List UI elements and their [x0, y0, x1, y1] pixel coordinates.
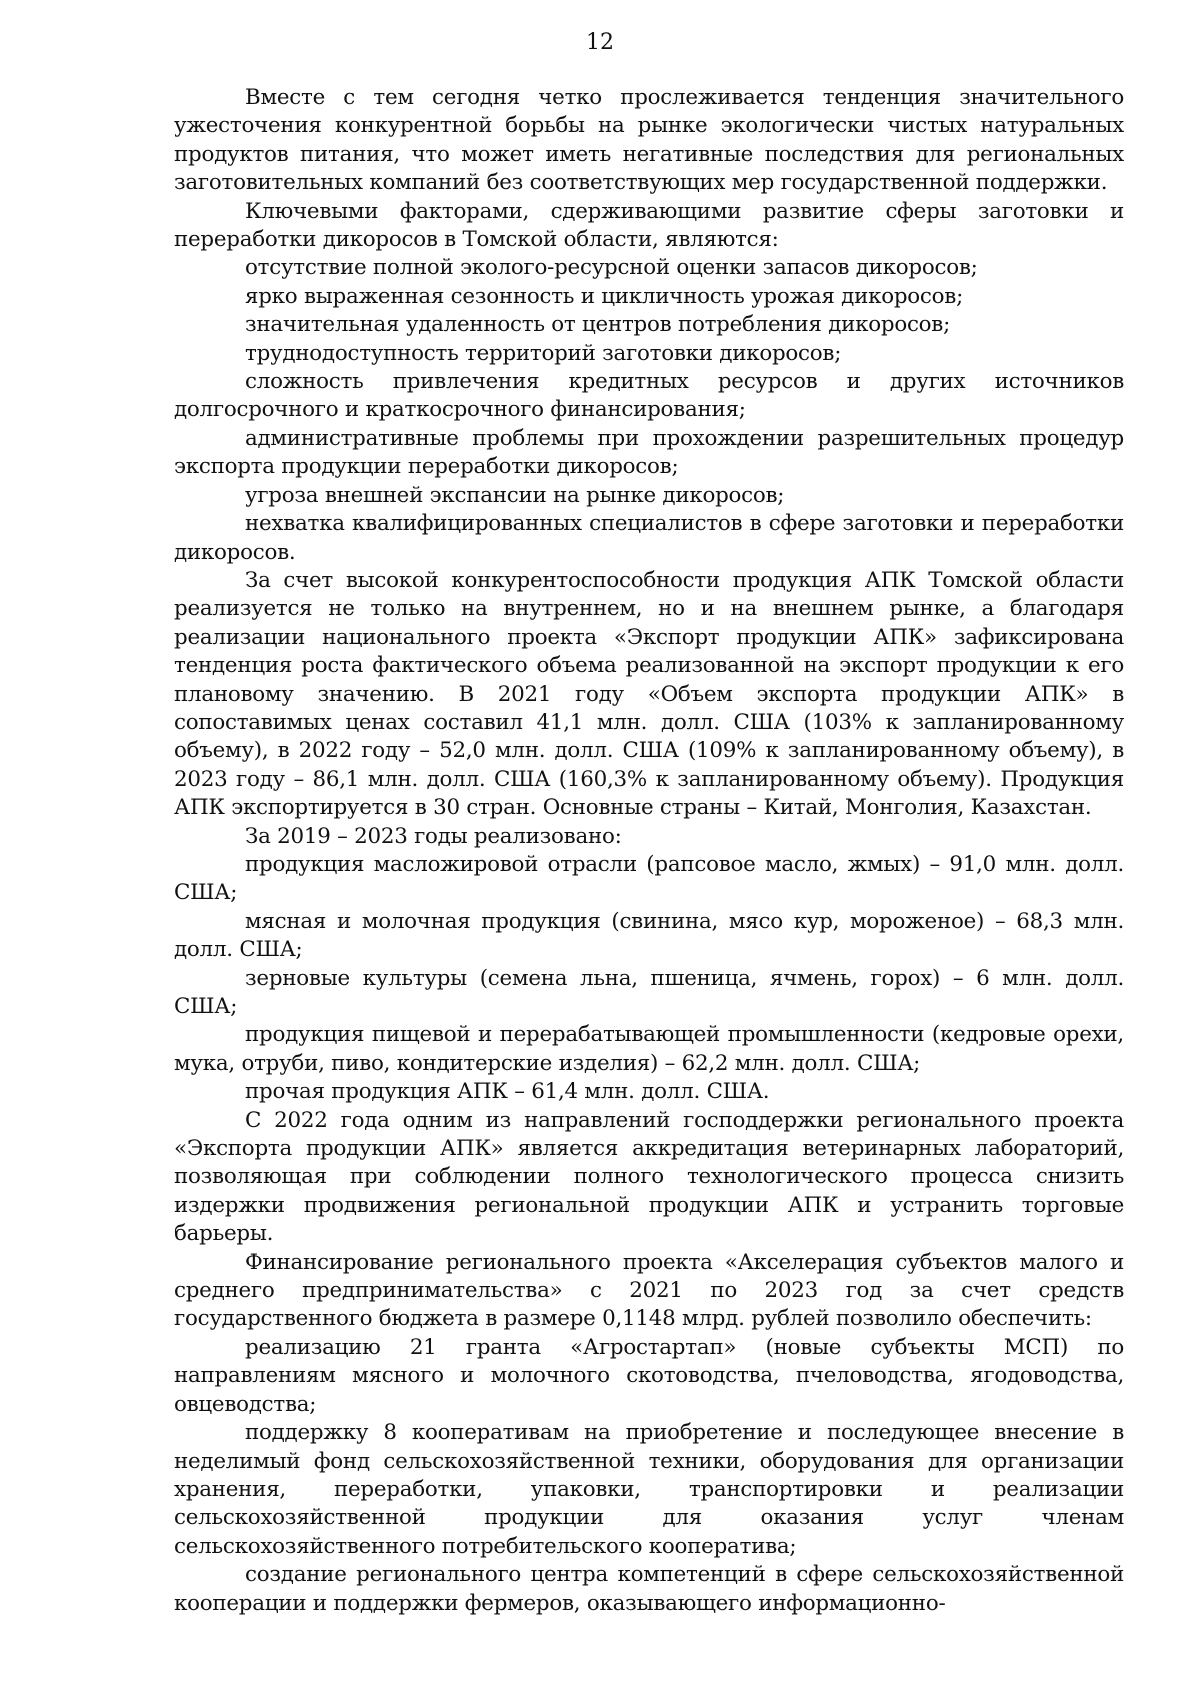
paragraph: С 2022 года одним из направлений господдержки регионального проекта «Экспорта продукции АПК» является аккредитация ветеринарных лабораторий, позволяющая при соблюдении полного технологического процесса снизить издержки продвижения региональной продукции АПК и устранить торговые барьеры.: [174, 1107, 1124, 1247]
list-item: угроза внешней экспансии на рынке дикоросов;: [245, 482, 785, 508]
list-item: административные проблемы при прохождении разрешительных процедур экспорта продукции переработки дикоросов;: [174, 425, 1124, 480]
page-number: 12: [586, 30, 614, 55]
paragraph: Финансирование регионального проекта «Акселерация субъектов малого и среднего предпринимательства» с 2021 по 2023 год за счет средств государственного бюджета в размере 0,1148 млрд. рублей позволило обеспечить:: [174, 1249, 1124, 1332]
list-item: ярко выраженная сезонность и цикличность урожая дикоросов;: [245, 283, 964, 309]
paragraph: Ключевыми факторами, сдерживающими развитие сферы заготовки и переработки дикоросов в Томской области, являются:: [174, 198, 1124, 253]
list-item: продукция масложировой отрасли (рапсовое масло, жмых) – 91,0 млн. долл. США;: [174, 851, 1124, 906]
list-item: создание регионального центра компетенций в сфере сельскохозяйственной кооперации и поддержки фермеров, оказывающего информационно-: [174, 1562, 1124, 1616]
list-item: продукция пищевой и перерабатывающей промышленности (кедровые орехи, мука, отруби, пиво, кондитерские изделия) – 62,2 млн. долл. США;: [174, 1022, 1124, 1076]
list-item: нехватка квалифицированных специалистов в сфере заготовки и переработки дикоросов.: [174, 511, 1124, 565]
paragraph: За 2019 – 2023 годы реализовано:: [245, 823, 622, 849]
list-item: сложность привлечения кредитных ресурсов и других источников долгосрочного и краткосрочного финансирования;: [174, 369, 1124, 423]
list-item: поддержку 8 кооперативам на приобретение и последующее внесение в неделимый фонд сельскохозяйственной техники, оборудования для организации хранения, переработки, упаковки, транспортировки и реализации сельскохозяйственной продукции для оказания услуг членам сельскохозяйственного потребительского кооператива;: [174, 1420, 1124, 1559]
paragraph: Вместе с тем сегодня четко прослеживается тенденция значительного ужесточения конкурентной борьбы на рынке экологически чистых натуральных продуктов питания, что может иметь негативные последствия для региональных заготовительных компаний без соответствующих мер государственной поддержки.: [174, 85, 1124, 196]
list-item: реализацию 21 гранта «Агростартап» (новые субъекты МСП) по направлениям мясного и молочного скотоводства, пчеловодства, ягодоводства, овцеводства;: [174, 1334, 1124, 1417]
list-item: отсутствие полной эколого-ресурсной оценки запасов дикоросов;: [245, 255, 978, 281]
paragraph: За счет высокой конкурентоспособности продукция АПК Томской области реализуется не только на внутреннем, но и на внешнем рынке, а благодаря реализации национального проекта «Экспорт продукции АПК» зафиксирована тенденция роста фактического объема реализованной на экспорт продукции к его плановому значению. В 2021 году «Объем экспорта продукции АПК» в сопоставимых ценах составил 41,1 млн. долл. США (103% к запланированному объему), в 2022 году – 52,0 млн. долл. США (109% к запланированному объему), в 2023 году – 86,1 млн. долл. США (160,3% к запланированному объему). Продукция АПК экспортируется в 30 стран. Основные страны – Китай, Монголия, Казахстан.: [174, 567, 1124, 821]
list-item: прочая продукция АПК – 61,4 млн. долл. США.: [245, 1079, 770, 1105]
list-item: зерновые культуры (семена льна, пшеница, ячмень, горох) – 6 млн. долл. США;: [174, 965, 1124, 1019]
document-body: [174, 84, 1124, 1618]
list-item: труднодоступность территорий заготовки дикоросов;: [245, 340, 842, 366]
list-item: мясная и молочная продукция (свинина, мясо кур, мороженое) – 68,3 млн. долл. США;: [174, 908, 1124, 963]
list-item: значительная удаленность от центров потребления дикоросов;: [245, 312, 951, 338]
